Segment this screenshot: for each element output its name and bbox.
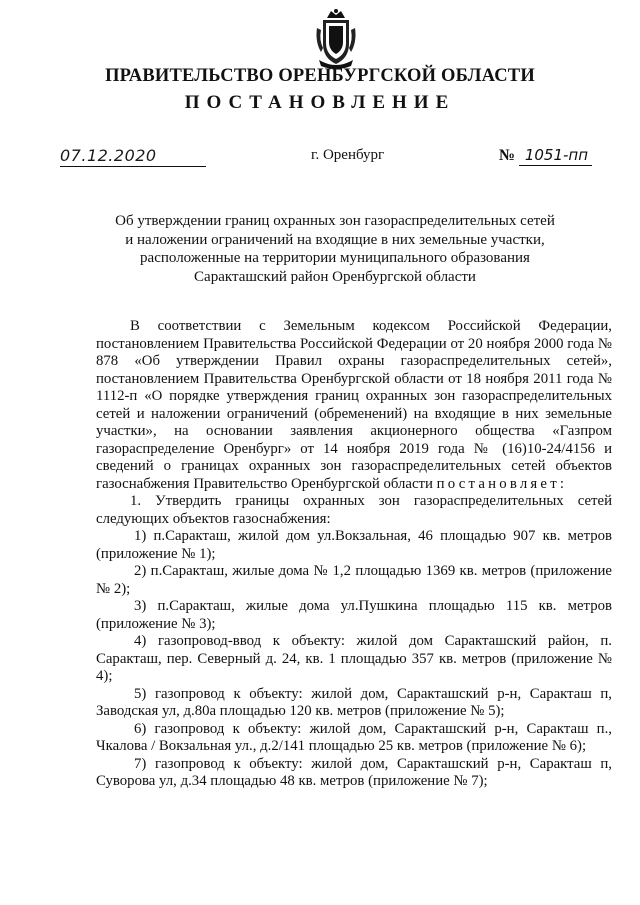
document-city: г. Оренбург bbox=[311, 147, 385, 163]
document-type: ПОСТАНОВЛЕНИЕ bbox=[184, 92, 456, 113]
list-item: 1) п.Саракташ, жилой дом ул.Вокзальная, 46 площадью 907 кв. метров (приложение № 1); bbox=[96, 528, 612, 562]
list-item: 2) п.Саракташ, жилые дома № 1,2 площадью 1369 кв. метров (приложение № 2); bbox=[96, 563, 612, 597]
coat-of-arms-icon bbox=[313, 8, 359, 70]
preamble-paragraph bbox=[96, 318, 612, 493]
resolves-word: постановляет: bbox=[436, 475, 568, 492]
title-line: и наложении ограничений на входящие в них земельные участки, bbox=[125, 231, 545, 248]
title-line: Об утверждении границ охранных зон газораспределительных сетей bbox=[115, 213, 555, 229]
list-item: 3) п.Саракташ, жилые дома ул.Пушкина площадью 115 кв. метров (приложение № 3); bbox=[96, 598, 612, 632]
document-number-block bbox=[499, 146, 592, 165]
number-label: № bbox=[499, 147, 516, 164]
organization-name: ПРАВИТЕЛЬСТВО ОРЕНБУРГСКОЙ ОБЛАСТИ bbox=[105, 66, 535, 86]
document-title bbox=[100, 212, 570, 286]
document-date: 07.12.2020 bbox=[60, 146, 206, 167]
document-body bbox=[96, 318, 612, 791]
title-line: Саракташский район Оренбургской области bbox=[194, 268, 476, 285]
list-item: 5) газопровод к объекту: жилой дом, Саракташский р-н, Саракташ п, Заводская ул, д.80а площадью 120 кв. метров (приложение № 5); bbox=[96, 685, 612, 719]
point-1: 1. Утвердить границы охранных зон газораспределительных сетей следующих объектов газоснабжения: bbox=[96, 493, 612, 527]
document-number: 1051-пп bbox=[519, 146, 592, 166]
list-item: 6) газопровод к объекту: жилой дом, Саракташский р-н, Саракташ п., Чкалова / Вокзальная ул., д.2/141 площадью 25 кв. метров (приложение № 6); bbox=[96, 720, 612, 754]
list-item: 7) газопровод к объекту: жилой дом, Саракташский р-н, Саракташ п, Суворова ул, д.34 площадью 48 кв. метров (приложение № 7); bbox=[96, 755, 612, 789]
list-item: 4) газопровод-ввод к объекту: жилой дом Саракташский район, п. Саракташ, пер. Северный д. 24, кв. 1 площадью 357 кв. метров (приложение № 4); bbox=[96, 633, 612, 684]
title-line: расположенные на территории муниципального образования bbox=[140, 250, 530, 266]
preamble-text: В соответствии с Земельным кодексом Российской Федерации, постановлением Правительства Российской Федерации от 20 ноября 2000 года № 878 «Об утверждении Правил охраны газораспределительных сетей», постановлением Правительства Оренбургской области от 18 ноября 2011 года № 1112-п «О порядке утверждения границ охранных зон газораспределительных сетей и наложении ограничений (обременений) на входящие в них земельные участки», на основании заявления акционерного общества «Газпром газораспределение Оренбург» от 14 ноября 2019 года № (16)10-24/4156 и сведений о границах охранных зон газораспределительных сетей объектов газоснабжения Правительство Оренбургской области bbox=[96, 318, 612, 492]
